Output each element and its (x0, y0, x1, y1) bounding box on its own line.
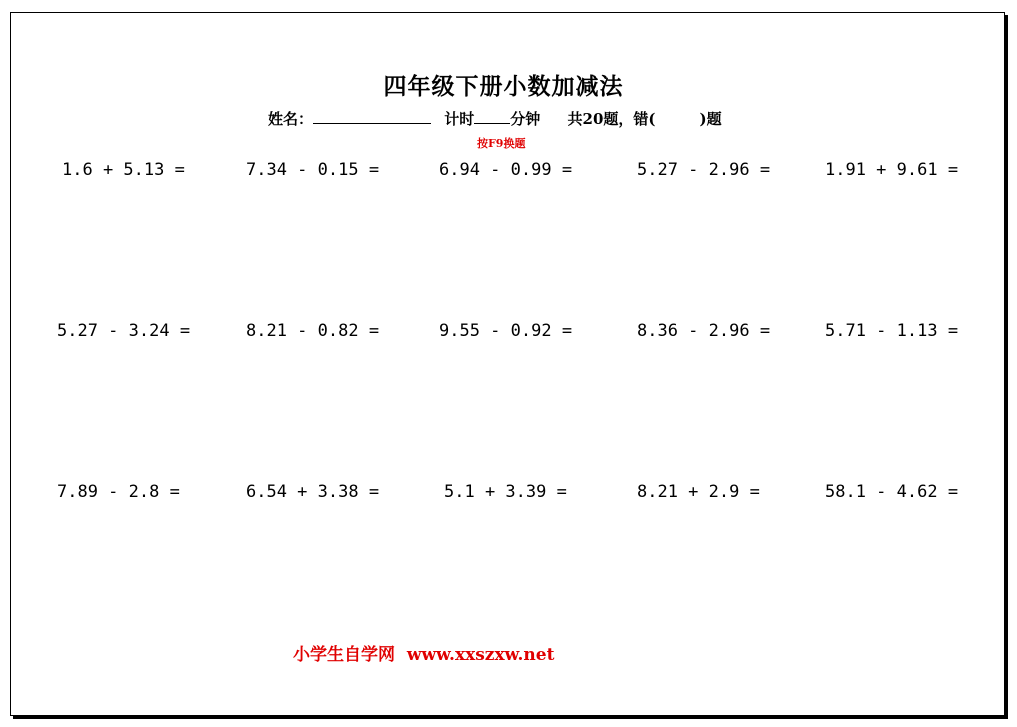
problem: 8.36 - 2.96 = (637, 321, 771, 341)
name-field[interactable] (313, 109, 431, 124)
problem: 5.1 + 3.39 = (444, 482, 567, 502)
problem: 5.71 - 1.13 = (825, 321, 959, 341)
student-info-line (268, 108, 722, 129)
name-label: 姓名： (268, 110, 314, 128)
problem: 6.54 + 3.38 = (246, 482, 380, 502)
problem: 58.1 - 4.62 = (825, 482, 959, 502)
problem: 6.94 - 0.99 = (439, 160, 573, 180)
total-suffix: )题 (699, 110, 722, 128)
problem: 1.91 + 9.61 = (825, 160, 959, 180)
problem: 9.55 - 0.92 = (439, 321, 573, 341)
problem: 5.27 - 2.96 = (637, 160, 771, 180)
problem: 7.34 - 0.15 = (246, 160, 380, 180)
total-label: 共20题，错( (567, 110, 656, 128)
site-name: 小学生自学网 (293, 645, 395, 665)
refresh-hint: 按F9换题 (477, 137, 526, 150)
site-footer (293, 640, 554, 665)
page-title: 四年级下册小数加减法 (383, 73, 624, 100)
problem: 8.21 - 0.82 = (246, 321, 380, 341)
timer-label: 计时 (444, 110, 475, 128)
problem: 7.89 - 2.8 = (57, 482, 180, 502)
page-shadow (13, 716, 1008, 719)
problem: 5.27 - 3.24 = (57, 321, 191, 341)
timer-field[interactable] (474, 109, 510, 124)
problem: 8.21 + 2.9 = (637, 482, 760, 502)
site-url-link[interactable]: www.xxszxw.net (406, 645, 555, 665)
problem: 1.6 + 5.13 = (62, 160, 185, 180)
page-shadow (1005, 15, 1008, 719)
minutes-label: 分钟 (510, 110, 541, 128)
